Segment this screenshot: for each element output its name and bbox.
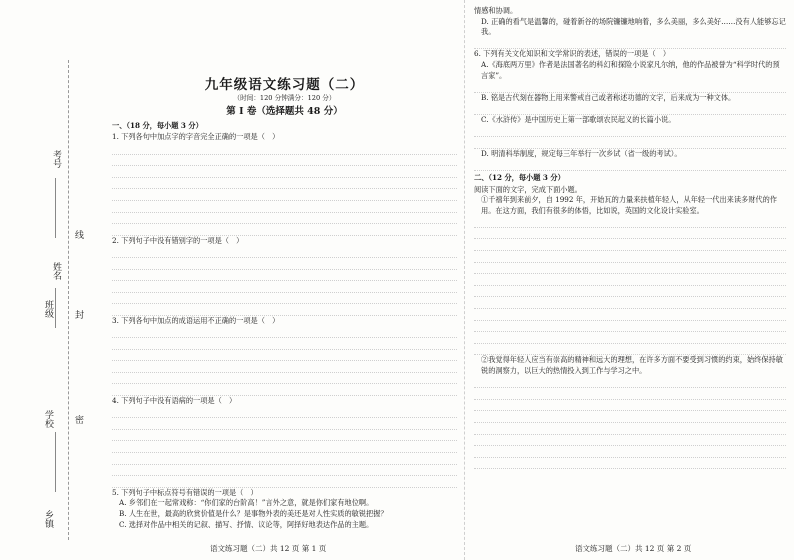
option-b: B. 铭是古代刻在器物上用来警戒自己或者称述功德的文字，后来成为一种文体。 [481,92,736,102]
option-a: A. 乡邻们在一起常戏称：“你们家的台阶高！”言外之意，就是你们家有地位啊。 [119,498,374,508]
seal-char-seal: 封 [73,310,83,319]
option-a: A.《海底两万里》作者是法国著名的科幻和探险小说家凡尔纳，他的作品被誉为“科学时代的预言家”。 [481,59,780,80]
page-one [112,0,457,560]
seal-line [68,60,69,540]
margin-label-name: 姓名 [51,262,61,280]
option-d: D. 正确的看气是温馨的，碰着新谷的场院镰镰地响着，多么美丽，多么美好……没有人能够忘记我。 [481,16,786,37]
passage-paragraph: ①千禧年到来前夕，自 1992 年，开始瓦的力量来扶植年轻人，从年轻一代出来读多财代的作用。在这方面，我们有很多的体悟，比如说，英国的文化设计实验室。 [481,195,777,215]
question-4: 4. 下列句子中没有语病的一项是（ ） [112,396,237,406]
page-footer: 语文练习题（二）共 12 页 第 1 页 [210,544,327,553]
section-heading: 二、（12 分，每小题 3 分） [474,172,565,182]
binding-margin [0,0,104,560]
page-footer: 语文练习题（二）共 12 页 第 2 页 [575,544,692,553]
margin-label-exam-number: 考号 [51,150,61,168]
option-c: C. 选择对作品中相关的记叙、描写、抒情、议论等，阿择好地表达作品的主题。 [119,519,374,529]
reading-instruction: 阅读下面的文字，完成下面小题。 [474,184,582,194]
page-fold [464,0,465,560]
part-title: 第 I 卷（选择题共 48 分） [226,106,343,118]
section-heading: 一、（18 分，每小题 3 分） [112,120,203,130]
page-two [474,0,786,560]
passage-paragraph: ②我觉得年轻人应当有崇高的精神和远大的理想，在许多方面不要受到习惯的约束，始终保持敏锐的洞察力，以巨大的热情投入到工作与学习之中。 [481,355,783,375]
continuation-text: 情感和协调。 [474,6,518,15]
option-b: B. 人生在世，最高的欣赏价值是什么？是事物外表的美还是对人性实质的敏锐把握？ [119,508,388,518]
seal-char-secret: 密 [73,415,83,424]
margin-label-township: 乡镇 [43,510,53,528]
margin-label-school: 学校 [43,410,53,428]
question-6: 6. 下列有关文化知识和文学常识的表述，错误的一项是（ ） [474,49,671,59]
time-note: （时间：120 分钟满分：120 分） [233,93,336,102]
seal-char-line: 线 [73,230,83,239]
question-5: 5. 下列句子中标点符号有错误的一项是（ ） [112,487,258,497]
option-d: D. 明清科举制度，规定每三年举行一次乡试（省一级的考试）。 [481,148,682,158]
exam-title: 九年级语文练习题（二） [204,77,365,93]
option-c: C.《水浒传》是中国历史上第一部歌颂农民起义的长篇小说。 [481,114,676,124]
question-1: 1. 下列各句中加点字的字音完全正确的一项是（ ） [112,132,280,142]
question-3: 3. 下列各句中加点的成语运用不正确的一项是（ ） [112,315,280,325]
question-2: 2. 下列句子中没有错别字的一项是（ ） [112,235,244,245]
margin-label-class: 班级 [43,300,53,318]
